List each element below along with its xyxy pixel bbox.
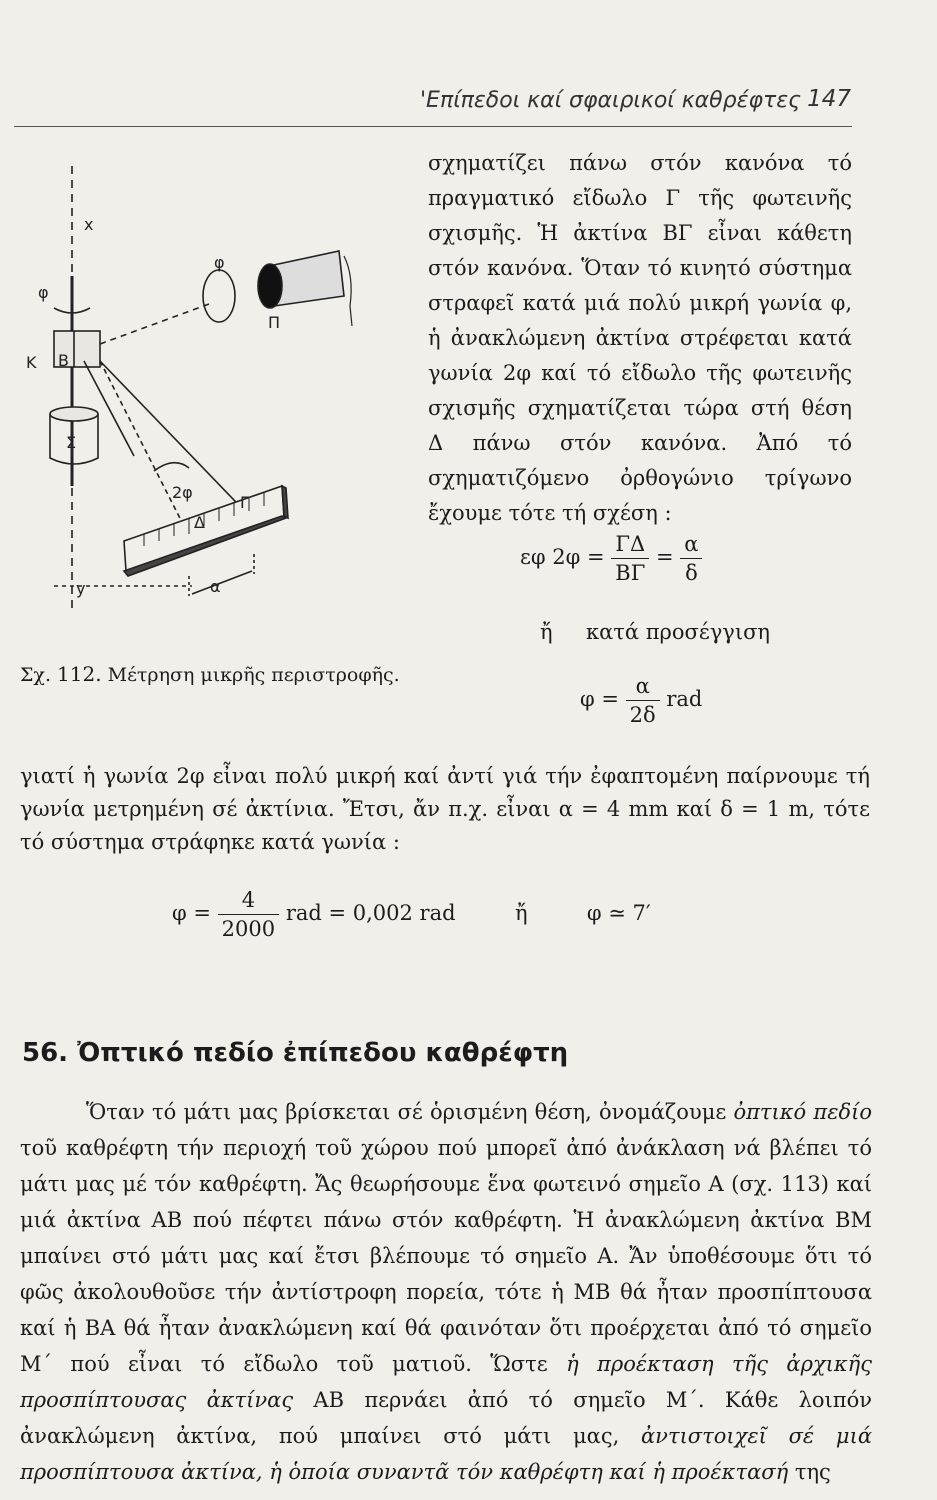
label-2phi: 2φ: [172, 483, 193, 502]
caption-number: 112.: [57, 662, 102, 686]
equation-tan2phi: [520, 530, 702, 587]
equation-phi: [580, 672, 702, 729]
continuation-paragraph: γιατί ἡ γωνία 2φ εἶναι πολύ μικρή καί ἀντί γιά τήν ἐφαπτομένη παίρνουμε τή γωνία μετρημένη σέ ἀκτίνια. Ἔτσι, ἄν π.χ. εἶναι α = 4 mm καί δ = 1 m, τότε τό σύστημα στράφηκε κατά γωνία :: [20, 764, 870, 854]
label-alpha: α: [210, 577, 221, 596]
eq2-unit: rad: [666, 687, 703, 711]
emphasis-correspondence: ἀντιστοιχεῖ σέ μιά προσπίπτουσα ἀκτίνα, ἡ ὁποία συναντᾶ τόν καθρέφτη καί ἡ προέκτασή: [20, 1424, 872, 1484]
label-y: y: [76, 579, 86, 598]
section-body: [20, 1094, 872, 1490]
incident-ray: [100, 304, 209, 344]
figure-caption: [20, 662, 400, 686]
caption-text: Μέτρηση μικρῆς περιστροφῆς.: [107, 664, 400, 686]
eq3-lhs: φ =: [172, 901, 211, 925]
label-phi-axis: φ: [38, 283, 49, 302]
eq1-equals: =: [656, 545, 674, 569]
label-x: x: [84, 215, 94, 234]
approx-text: ἤ κατά προσέγγιση: [540, 620, 770, 644]
label-Gamma: Γ: [240, 493, 249, 512]
eq1-frac1: $\frac{\Gamma\Delta}{B\Gamma}$: [611, 530, 649, 587]
reflected-ray-delta: [100, 361, 189, 536]
emphasis-extension: ἡ προέκταση τῆς ἀρχικῆς προσπίπτουσας ἀκτίνας: [20, 1352, 873, 1412]
label-K: Κ: [26, 353, 37, 372]
label-B: Β: [58, 351, 69, 370]
section-heading: 56. Ὀπτικό πεδίο ἐπίπεδου καθρέφτη: [22, 1038, 569, 1068]
label-Delta: Δ: [194, 513, 205, 532]
eq3-or: ἤ: [514, 901, 528, 925]
header-rule: [14, 126, 852, 127]
eq3-frac: $\frac{4}{2000}$: [218, 886, 279, 943]
eq1-lhs: εφ 2φ =: [520, 545, 605, 569]
section-paragraph: Ὅταν τό μάτι μας βρίσκεται σέ ὁρισμένη θέση, ὀνομάζουμε ὀπτικό πεδίο τοῦ καθρέφτη τήν περιοχή τοῦ χώρου πού μπορεῖ ἀπό ἀνάκλαση νά βλέπει τό μάτι μας μέ τόν καθρέφτη. Ἄς θεωρήσουμε ἕνα φωτεινό σημεῖο Α (σχ. 113) καί μιά ἀκτίνα ΑΒ πού πέφτει πάνω στόν καθρέφτη. Ἡ ἀνακλώμενη ἀκτίνα ΒΜ μπαίνει στό μάτι μας καί ἔτσι βλέπουμε τό σημεῖο Α. Ἄν ὑποθέσουμε ὅτι τό φῶς ἀκολουθοῦσε τήν ἀντίστροφη πορεία, τότε ἡ ΜΒ θά ἦταν προσπίπτουσα καί ἡ ΒΑ θά ἦταν ἀνακλώμενη καί θά φαινόταν ὅτι προέρχεται ἀπό τό σημεῖο Μ΄ πού εἶναι τό εἴδωλο τοῦ ματιοῦ. Ὥστε ἡ προέκταση τῆς ἀρχικῆς προσπίπτουσας ἀκτίνας ΑΒ περνάει ἀπό τό σημεῖο Μ΄. Κάθε λοιπόν ἀνακλώμενη ἀκτίνα, πού μπαίνει στό μάτι μας, ἀντιστοιχεῖ σέ μιά προσπίπτουσα ἀκτίνα, ἡ ὁποία συναντᾶ τόν καθρέφτη καί ἡ προέκτασή της: [20, 1100, 873, 1484]
caption-prefix: Σχ.: [20, 664, 51, 686]
continuation-text: [20, 760, 870, 859]
lamp: [258, 264, 282, 308]
label-Sigma: Σ: [66, 433, 77, 452]
running-head: 'Επίπεδοι καί σφαιρικοί καθρέφτες: [420, 88, 802, 113]
eq3-rest: rad = 0,002 rad: [285, 901, 456, 925]
label-P: Π: [268, 313, 281, 332]
eq3-approx: φ ≃ 7′: [586, 901, 651, 925]
term-optical-field: ὀπτικό πεδίο: [733, 1100, 872, 1124]
right-column-text: [428, 146, 852, 531]
eq2-lhs: φ =: [580, 687, 619, 711]
eq2-frac: $\frac{\alpha}{2\delta}$: [626, 672, 660, 729]
right-column-paragraph: σχηματίζει πάνω στόν κανόνα τό πραγματικό εἴδωλο Γ τῆς φωτεινῆς σχισμῆς. Ἡ ἀκτίνα ΒΓ εἶναι κάθετη στόν κανόνα. Ὅταν τό κινητό σύστημα στραφεῖ κατά μιά πολύ μικρή γωνία φ, ἡ ἀνακλώμενη ἀκτίνα στρέφεται κατά γωνία 2φ καί τό εἴδωλο τῆς φωτεινῆς σχισμῆς σχηματίζεται τώρα στή θέση Δ πάνω στόν κανόνα. Ἀπό τό σχηματιζόμενο ὀρθογώνιο τρίγωνο ἔχουμε τότε τή σχέση :: [428, 151, 852, 525]
page-number: 147: [807, 86, 851, 112]
figure-112: [14, 146, 414, 666]
equation-numeric: [172, 886, 732, 943]
label-phi-lamp: φ: [214, 253, 225, 272]
eq1-frac2: $\frac{\alpha}{\delta}$: [680, 530, 702, 587]
